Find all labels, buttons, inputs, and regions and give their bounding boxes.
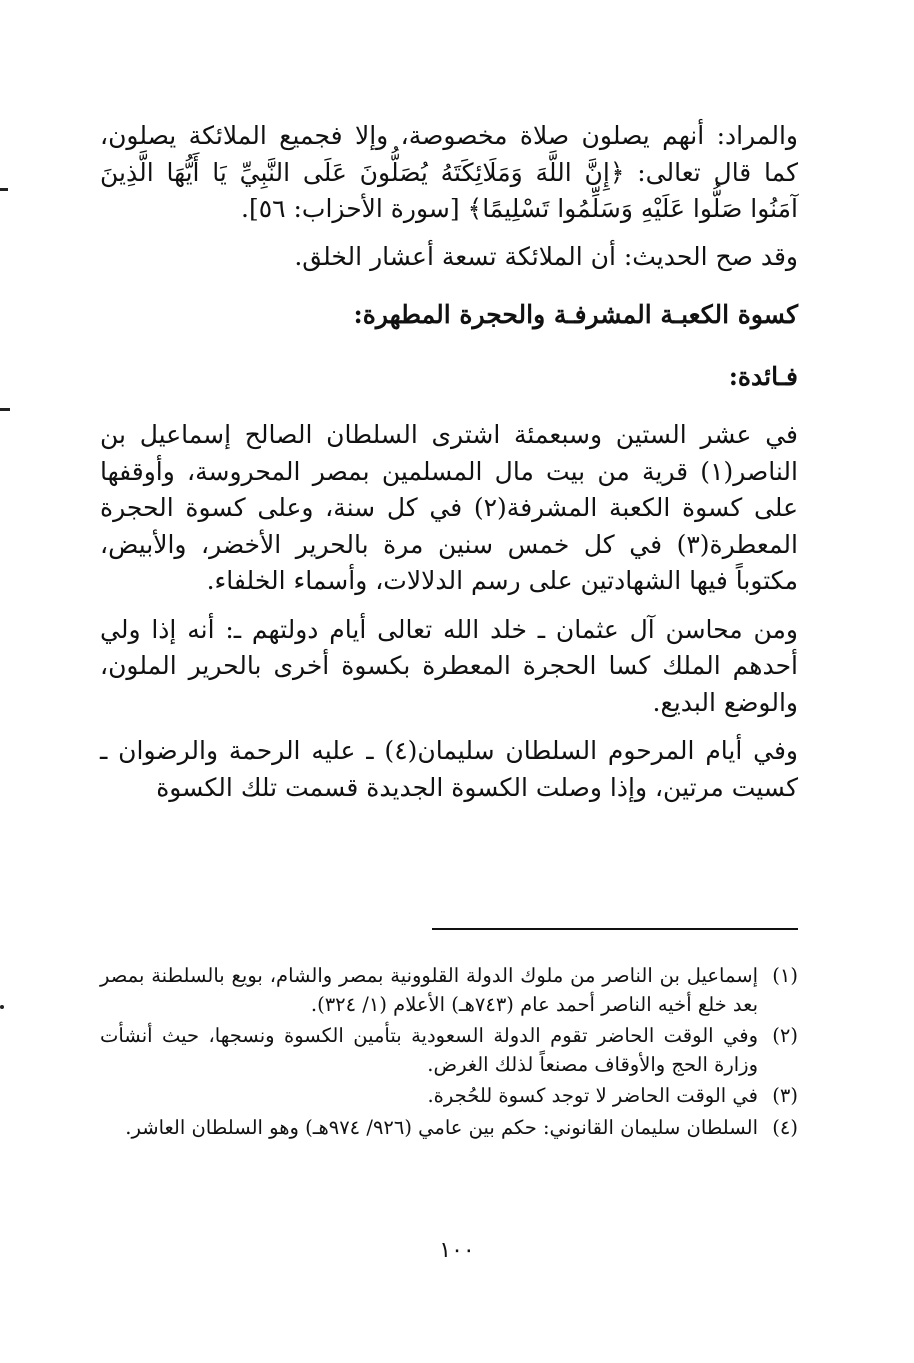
footnote-number: (٤)	[772, 1115, 798, 1139]
subheading-benefit: فـائدة:	[728, 362, 798, 391]
main-text	[100, 118, 798, 806]
footnote-item	[100, 1114, 798, 1143]
footnote-number: (١)	[772, 964, 798, 987]
footnote-separator	[432, 928, 798, 930]
scan-edge-mark	[0, 188, 8, 191]
footnote-item	[100, 962, 798, 1019]
scan-edge-mark	[0, 408, 10, 411]
footnote-text: في الوقت الحاضر لا توجد كسوة للحُجرة.	[427, 1084, 758, 1107]
paragraph-ottomans: ومن محاسن آل عثمان ـ خلد الله تعالى أيام دولتهم ـ: أنه إذا ولي أحدهم الملك كسا الحجرة المعطرة بكسوة أخرى بالحرير الملون، والوضع البديع.	[100, 614, 798, 717]
page-number: ١٠٠	[439, 1238, 475, 1263]
footnote-text: السلطان سليمان القانوني: حكم بين عامي (٩٢٦/ ٩٧٤هـ) وهو السلطان العاشر.	[125, 1115, 758, 1139]
footnote-item	[100, 1022, 798, 1079]
scan-edge-mark	[0, 1005, 4, 1009]
paragraph-sultan-ismail: في عشر الستين وسبعمئة اشترى السلطان الصالح إسماعيل بن الناصر(١) قرية من بيت مال المسلمين بمصر المحروسة، وأوقفها على كسوة الكعبة المشرفة(٢) في كل سنة، وعلى كسوة الحجرة المعطرة(٣) في كل خمس سنين مرة بالحرير الأخضر، والأبيض، مكتوباً فيها الشهادتين على رسم الدلالات، وأسماء الخلفاء.	[100, 420, 798, 595]
footnote-text: إسماعيل بن الناصر من ملوك الدولة القلوونية بمصر والشام، بويع بالسلطنة بمصر بعد خلع أخيه الناصر أحمد عام (٧٤٣هـ) الأعلام (١/ ٣٢٤).	[100, 964, 758, 1016]
footnote-item	[100, 1082, 798, 1111]
footnotes	[100, 962, 798, 1145]
footnote-number: (٢)	[772, 1024, 798, 1047]
footnote-text: وفي الوقت الحاضر تقوم الدولة السعودية بتأمين الكسوة ونسجها، حيث أنشأت وزارة الحج والأوقاف مصنعاً لذلك الغرض.	[100, 1024, 758, 1076]
section-heading: كسوة الكعبـة المشرفـة والحجرة المطهرة:	[353, 300, 798, 329]
footnote-number: (٣)	[772, 1084, 798, 1107]
paragraph-hadith: وقد صح الحديث: أن الملائكة تسعة أعشار الخلق.	[294, 241, 798, 271]
paragraph-angels-prayer: والمراد: أنهم يصلون صلاة مخصوصة، وإلا فجميع الملائكة يصلون، كما قال تعالى: ﴿إِنَّ اللَّهَ وَمَلَائِكَتَهُ يُصَلُّونَ عَلَى النَّبِيِّ يَا أَيُّهَا الَّذِينَ آمَنُوا صَلُّوا عَلَيْهِ وَسَلِّمُوا تَسْلِيمًا﴾ [سورة الأحزاب: ٥٦].	[100, 121, 798, 223]
paragraph-sultan-suleiman: وفي أيام المرحوم السلطان سليمان(٤) ـ عليه الرحمة والرضوان ـ كسيت مرتين، وإذا وصلت الكسوة الجديدة قسمت تلك الكسوة	[100, 736, 798, 802]
